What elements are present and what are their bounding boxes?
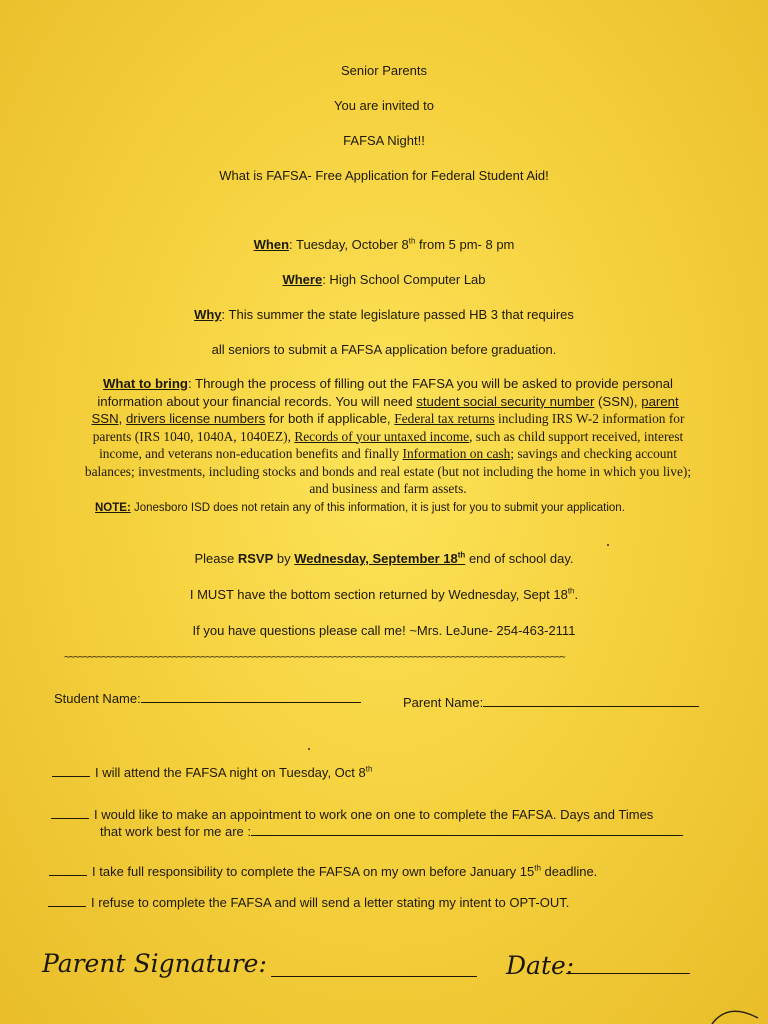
bring-text-7: ; savings and checking account balances; investments, including stocks and bonds and real estate (but not including the home in which you live); and business and farm assets.: [84, 446, 692, 496]
bring-tax-returns: Federal tax returns: [394, 411, 495, 426]
appointment-times-label: that work best for me are :: [100, 824, 252, 839]
bring-untaxed-income: Records of your untaxed income: [294, 428, 470, 444]
option-opt-out-checkline[interactable]: [48, 894, 86, 907]
when-text: : Tuesday, October 8: [289, 237, 409, 252]
student-name-label: Student Name:: [54, 691, 141, 706]
where-text: : High School Computer Lab: [322, 272, 486, 287]
bring-text-2: (SSN),: [594, 393, 642, 409]
what-to-bring-paragraph: [82, 375, 694, 498]
when-line: [0, 237, 768, 253]
rsvp-text-c: by: [273, 551, 295, 566]
bring-text-6: , such as child support received, interest income, and veterans non-education benefits and finally: [99, 428, 684, 461]
student-name-blank[interactable]: [141, 690, 361, 703]
option-attend-checkline[interactable]: [52, 764, 90, 777]
parent-name-field[interactable]: [403, 694, 699, 711]
where-line: [0, 272, 768, 288]
tear-off-divider: ~~~~~~~~~~~~~~~~~~~~~~~~~~~~~~~~~~~~~~~~~~~~~~~~~~~~~~~~~~~~~~~~~~~~~~~~~~~~~~~~~~~~~~~~~~~~~~~~~~~~~~~~~~: [64, 652, 565, 663]
note-label: NOTE:: [95, 502, 131, 514]
appointment-times-blank[interactable]: [251, 823, 683, 836]
why-line: [0, 307, 768, 323]
date-blank[interactable]: [566, 973, 690, 974]
why-line-2: all seniors to submit a FAFSA application before graduation.: [211, 342, 557, 357]
speck-mark: [308, 748, 310, 750]
option-self-complete[interactable]: [49, 863, 597, 880]
rsvp-line: [0, 551, 768, 567]
option-appointment[interactable]: [51, 806, 653, 823]
rsvp-date-text: Wednesday, September 18: [294, 551, 458, 566]
option-self-complete-end: deadline.: [540, 864, 598, 879]
why-text: : This summer the state legislature passed HB 3 that requires: [221, 307, 574, 322]
corner-curve: [712, 1011, 758, 1024]
bring-text-4: for both if applicable,: [265, 411, 395, 426]
rsvp-text-d: end of school day.: [465, 551, 574, 566]
why-label: Why: [194, 307, 222, 322]
invite-line: You are invited to: [334, 98, 434, 113]
bring-drivers-license: drivers license numbers: [125, 411, 266, 426]
bring-text-3: ,: [118, 411, 126, 426]
must-sup: th: [567, 586, 575, 596]
date-label: Date:: [506, 951, 575, 980]
questions-line: If you have questions please call me! ~Mrs. LeJune- 254-463-2111: [192, 623, 576, 638]
option-self-complete-checkline[interactable]: [49, 863, 87, 876]
option-opt-out[interactable]: [48, 894, 569, 911]
fafsa-definition: What is FAFSA- Free Application for Federal Student Aid!: [219, 168, 549, 183]
option-appointment-text: I would like to make an appointment to work one on one to complete the FAFSA. Days and Times: [94, 807, 654, 822]
note-line: [95, 501, 695, 515]
when-label: When: [253, 237, 290, 252]
rsvp-label: RSVP: [237, 551, 274, 566]
must-return-line: [0, 587, 768, 603]
option-attend[interactable]: [52, 764, 372, 781]
note-text: Jonesboro ISD does not retain any of this information, it is just for you to submit your application.: [130, 502, 625, 514]
option-attend-sup: th: [365, 764, 373, 774]
rsvp-text-a: Please: [194, 551, 238, 566]
parent-signature-label: Parent Signature:: [42, 949, 267, 978]
where-label: Where: [282, 272, 323, 287]
bring-parent-ssn: parent SSN: [91, 393, 679, 426]
page-corner-mark: [704, 994, 768, 1024]
option-opt-out-text: I refuse to complete the FAFSA and will send a letter stating my intent to OPT-OUT.: [91, 895, 570, 910]
bring-text-5: including IRS W-2 information for parents (IRS 1040, 1040A, 1040EZ),: [92, 411, 685, 444]
option-appointment-times[interactable]: [100, 823, 683, 840]
rsvp-date: [294, 551, 465, 566]
bring-cash-info: Information on cash: [402, 446, 511, 461]
student-name-field[interactable]: [54, 690, 361, 707]
must-end: .: [574, 587, 579, 602]
bring-text-1: : Through the process of filling out the FAFSA you will be asked to provide personal information about your financial records. You will need: [97, 376, 673, 409]
audience-line: Senior Parents: [341, 63, 427, 78]
parent-signature-blank[interactable]: [271, 976, 477, 977]
bring-student-ssn: student social security number: [416, 393, 595, 409]
option-appointment-checkline[interactable]: [51, 806, 89, 819]
option-self-complete-sup: th: [534, 863, 541, 873]
option-attend-text: I will attend the FAFSA night on Tuesday, Oct 8: [95, 765, 366, 780]
speck-mark: [607, 544, 609, 546]
parent-name-blank[interactable]: [483, 694, 699, 707]
must-text: I MUST have the bottom section returned by Wednesday, Sept 18: [189, 587, 568, 602]
rsvp-date-sup: th: [457, 550, 466, 560]
when-sup: th: [408, 236, 416, 246]
event-title: FAFSA Night!!: [343, 133, 425, 148]
when-time: from 5 pm- 8 pm: [415, 237, 515, 252]
bring-label: What to bring: [102, 376, 188, 391]
option-self-complete-text: I take full responsibility to complete the FAFSA on my own before January 15: [92, 864, 535, 879]
parent-name-label: Parent Name:: [403, 695, 484, 710]
